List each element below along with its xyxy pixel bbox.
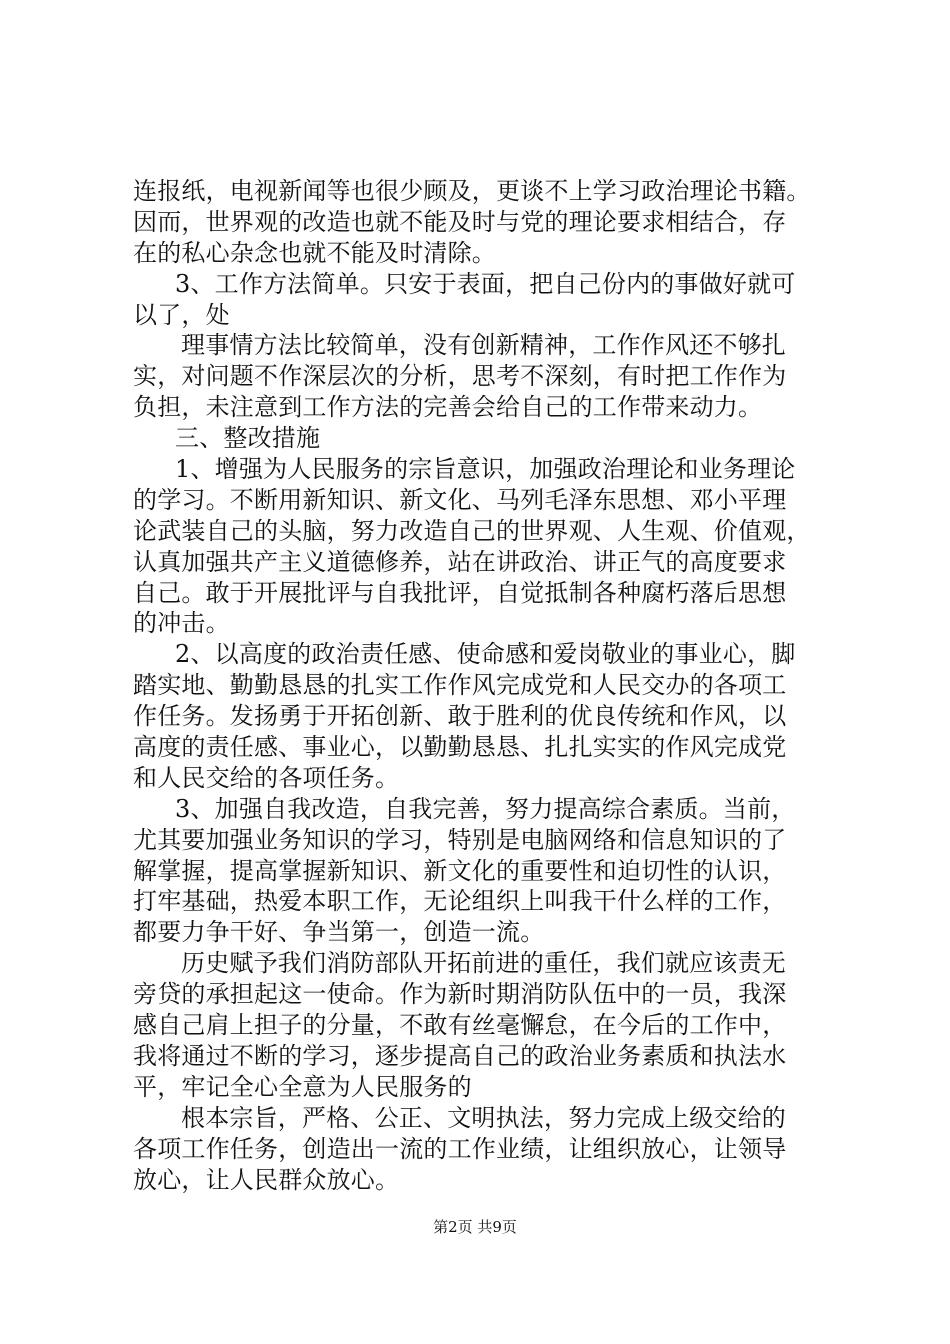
text-line: 根本宗旨，严格、公正、文明执法，努力完成上级交给的 — [181, 1103, 786, 1132]
text-line: 论武装自己的头脑，努力改造自己的世界观、人生观、价值观， — [133, 516, 811, 545]
text-line: 1、增强为人民服务的宗旨意识，加强政治理论和业务理论 — [175, 455, 796, 484]
text-line: 实，对问题不作深层次的分析，思考不深刻，有时把工作作为 — [133, 362, 787, 391]
text-line: 旁贷的承担起这一使命。作为新时期消防队伍中的一员，我深 — [133, 980, 787, 1009]
text-line: 2、以高度的政治责任感、使命感和爱岗敬业的事业心，脚 — [175, 640, 796, 669]
text-line: 的学习。不断用新知识、新文化、马列毛泽东思想、邓小平理 — [133, 485, 787, 514]
text-line: 作任务。发扬勇于开拓创新、敢于胜利的优良传统和作风，以 — [133, 702, 787, 731]
text-line: 负担，未注意到工作方法的完善会给自己的工作带来动力。 — [133, 393, 763, 422]
text-line: 解掌握，提高掌握新知识、新文化的重要性和迫切性的认识， — [133, 856, 787, 885]
page-footer: 第2页 共9页 — [433, 1218, 517, 1236]
text-line: 在的私心杂念也就不能及时清除。 — [133, 238, 496, 267]
text-line: 打牢基础，热爱本职工作，无论组织上叫我干什么样的工作， — [133, 887, 787, 916]
text-line: 理事情方法比较简单，没有创新精神，工作作风还不够扎 — [181, 331, 786, 360]
text-line: 都要力争干好、争当第一，创造一流。 — [133, 918, 545, 947]
text-line: 的冲击。 — [133, 609, 230, 638]
text-line: 3、工作方法简单。只安于表面，把自己份内的事做好就可 — [175, 269, 796, 298]
text-line: 因而，世界观的改造也就不能及时与党的理论要求相结合，存 — [133, 207, 787, 236]
text-line: 和人民交给的各项任务。 — [133, 763, 400, 792]
text-line: 各项工作任务，创造出一流的工作业绩，让组织放心，让领导 — [133, 1134, 787, 1163]
text-line: 三、整改措施 — [175, 424, 321, 453]
text-line: 认真加强共产主义道德修养，站在讲政治、讲正气的高度要求 — [133, 547, 787, 576]
text-line: 自己。敢于开展批评与自我批评，自觉抵制各种腐朽落后思想 — [133, 578, 787, 607]
text-line: 高度的责任感、事业心，以勤勤恳恳、扎扎实实的作风完成党 — [133, 733, 787, 762]
text-line: 以了，处 — [133, 300, 230, 329]
text-line: 3、加强自我改造，自我完善，努力提高综合素质。当前， — [175, 794, 796, 823]
text-line: 尤其要加强业务知识的学习，特别是电脑网络和信息知识的了 — [133, 825, 787, 854]
text-line: 平，牢记全心全意为人民服务的 — [133, 1072, 472, 1101]
text-line: 踏实地、勤勤恳恳的扎实工作作风完成党和人民交办的各项工 — [133, 671, 787, 700]
document-body — [133, 176, 833, 1195]
text-line: 感自己肩上担子的分量，不敢有丝毫懈怠，在今后的工作中， — [133, 1011, 787, 1040]
text-line: 连报纸，电视新闻等也很少顾及，更谈不上学习政治理论书籍。 — [133, 177, 811, 205]
text-line: 我将通过不断的学习，逐步提高自己的政治业务素质和执法水 — [133, 1041, 787, 1070]
text-line: 历史赋予我们消防部队开拓前进的重任，我们就应该责无 — [181, 949, 786, 978]
text-line: 放心，让人民群众放心。 — [133, 1165, 400, 1194]
